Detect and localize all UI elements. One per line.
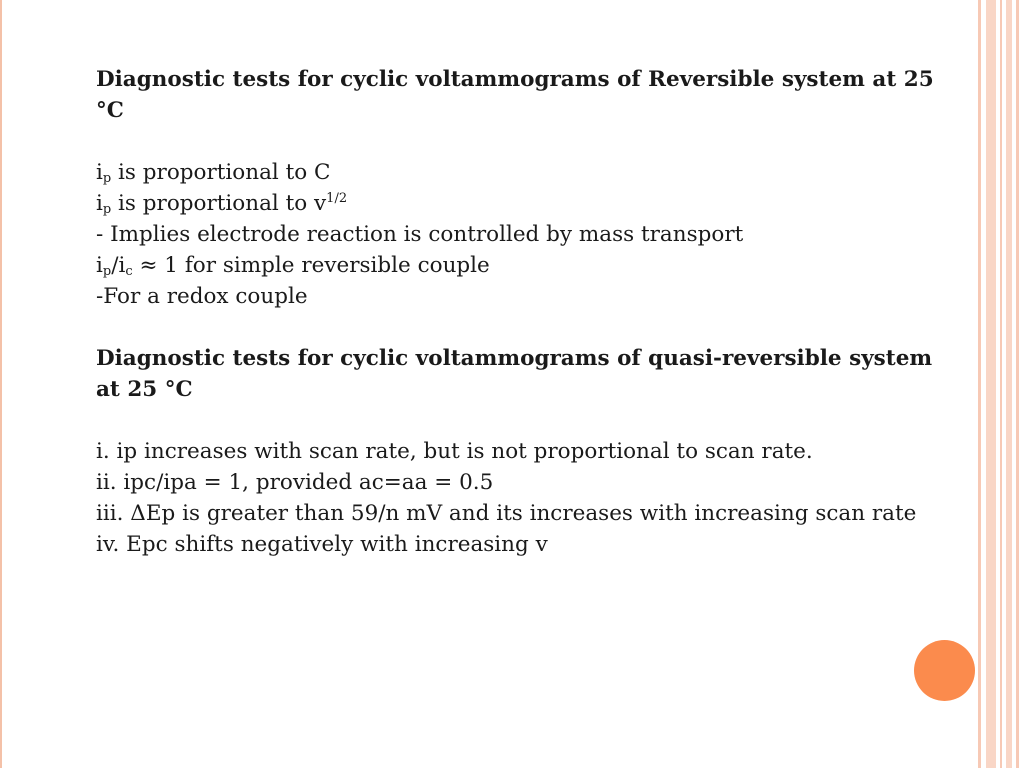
decor-stripe <box>986 0 996 768</box>
item-text: is proportional to v <box>111 191 327 216</box>
accent-circle <box>914 640 975 701</box>
superscript: 1/2 <box>326 191 348 206</box>
reversible-heading: Diagnostic tests for cyclic voltammograms of Reversible system at 25 °C <box>96 67 934 123</box>
subscript: p <box>102 171 112 186</box>
quasi-item-4: iv. Epc shifts negatively with increasing v <box>96 532 548 557</box>
subscript: p <box>102 202 112 217</box>
item-text: i <box>96 191 103 216</box>
subscript: p <box>102 264 112 279</box>
reversible-item-2 <box>96 188 956 219</box>
reversible-item-3: - Implies electrode reaction is controlled by mass transport <box>96 222 744 247</box>
quasi-reversible-heading: Diagnostic tests for cyclic voltammograms of quasi-reversible system at 25 °C <box>96 346 933 402</box>
quasi-item-2: ii. ipc/ipa = 1, provided ac=aa = 0.5 <box>96 470 494 495</box>
item-text: /i <box>111 253 126 278</box>
slide-body <box>96 64 956 560</box>
left-edge-stripe <box>0 0 2 768</box>
decor-stripe <box>1006 0 1012 768</box>
decor-stripe <box>978 0 981 768</box>
reversible-item-1 <box>96 157 956 188</box>
subscript: c <box>125 264 133 279</box>
item-text: is proportional to C <box>111 160 331 185</box>
item-text: ≈ 1 for simple reversible couple <box>132 253 490 278</box>
quasi-item-3: iii. ΔEp is greater than 59/n mV and its increases with increasing scan rate <box>96 501 917 526</box>
quasi-item-1: i. ip increases with scan rate, but is not proportional to scan rate. <box>96 439 813 464</box>
decor-stripe <box>1000 0 1002 768</box>
reversible-item-5: -For a redox couple <box>96 284 308 309</box>
decor-stripe <box>1016 0 1019 768</box>
item-text: i <box>96 160 103 185</box>
reversible-item-4 <box>96 250 956 281</box>
item-text: i <box>96 253 103 278</box>
